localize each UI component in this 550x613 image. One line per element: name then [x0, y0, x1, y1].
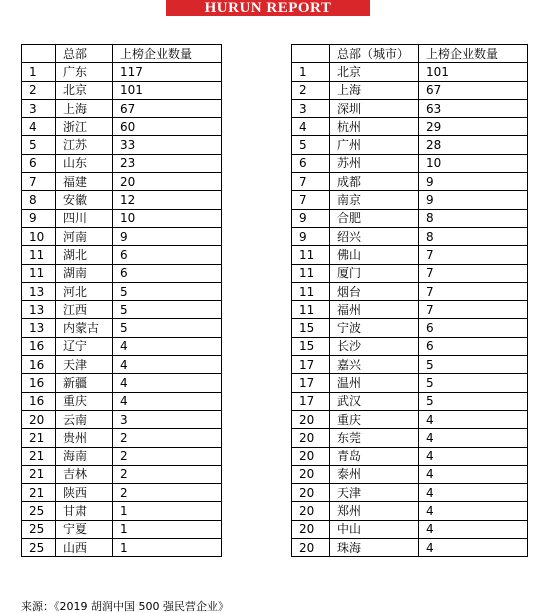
count-cell: 4	[113, 374, 222, 392]
location-cell: 中山	[330, 520, 419, 538]
rank-cell: 20	[292, 465, 330, 483]
count-cell: 20	[113, 173, 222, 191]
table-row	[292, 392, 528, 410]
rank-cell: 11	[292, 246, 330, 264]
location-cell: 贵州	[56, 429, 113, 447]
location-cell: 陕西	[56, 484, 113, 502]
count-cell: 67	[113, 99, 222, 117]
rank-cell: 16	[22, 337, 56, 355]
count-cell: 63	[419, 99, 528, 117]
rank-cell: 20	[292, 484, 330, 502]
location-cell: 珠海	[330, 539, 419, 557]
table-row	[292, 410, 528, 428]
table-row	[22, 374, 222, 392]
province-ranking-table	[21, 44, 222, 557]
rank-cell: 9	[292, 227, 330, 245]
rank-cell: 6	[292, 154, 330, 172]
table-row	[292, 429, 528, 447]
table-row	[292, 502, 528, 520]
source-footnote: 来源：《2019 胡润中国 500 强民营企业》	[21, 600, 229, 613]
count-cell: 7	[419, 301, 528, 319]
table-row	[292, 465, 528, 483]
rank-cell: 20	[292, 539, 330, 557]
count-cell: 9	[113, 227, 222, 245]
column-header: 总部（城市）	[330, 45, 419, 63]
table-row	[22, 484, 222, 502]
count-cell: 4	[419, 465, 528, 483]
count-cell: 101	[113, 81, 222, 99]
table-row	[292, 209, 528, 227]
location-cell: 合肥	[330, 209, 419, 227]
rank-cell: 16	[22, 356, 56, 374]
table-row	[292, 227, 528, 245]
count-cell: 4	[419, 484, 528, 502]
rank-cell: 8	[22, 191, 56, 209]
rank-cell: 5	[292, 136, 330, 154]
table-header-row	[292, 45, 528, 63]
count-cell: 2	[113, 447, 222, 465]
rank-cell: 10	[22, 227, 56, 245]
rank-cell: 20	[292, 447, 330, 465]
location-cell: 天津	[330, 484, 419, 502]
location-cell: 烟台	[330, 282, 419, 300]
location-cell: 北京	[330, 63, 419, 81]
count-cell: 12	[113, 191, 222, 209]
rank-cell: 21	[22, 447, 56, 465]
count-cell: 3	[113, 410, 222, 428]
location-cell: 武汉	[330, 392, 419, 410]
rank-cell: 11	[292, 264, 330, 282]
location-cell: 辽宁	[56, 337, 113, 355]
location-cell: 浙江	[56, 118, 113, 136]
count-cell: 6	[113, 246, 222, 264]
count-cell: 33	[113, 136, 222, 154]
table-row	[292, 63, 528, 81]
location-cell: 长沙	[330, 337, 419, 355]
table-row	[22, 136, 222, 154]
table-row	[292, 539, 528, 557]
location-cell: 上海	[330, 81, 419, 99]
table-row	[292, 246, 528, 264]
count-cell: 4	[419, 410, 528, 428]
count-cell: 2	[113, 484, 222, 502]
count-cell: 5	[113, 301, 222, 319]
rank-cell: 13	[22, 282, 56, 300]
count-cell: 101	[419, 63, 528, 81]
rank-cell: 15	[292, 319, 330, 337]
table-row	[22, 173, 222, 191]
table-row	[292, 484, 528, 502]
location-cell: 苏州	[330, 154, 419, 172]
count-cell: 4	[419, 429, 528, 447]
table-row	[22, 118, 222, 136]
table-row	[22, 63, 222, 81]
rank-cell: 15	[292, 337, 330, 355]
rank-cell: 4	[292, 118, 330, 136]
rank-cell: 9	[292, 209, 330, 227]
location-cell: 温州	[330, 374, 419, 392]
count-cell: 4	[419, 520, 528, 538]
location-cell: 甘肃	[56, 502, 113, 520]
rank-cell: 1	[22, 63, 56, 81]
count-cell: 5	[419, 392, 528, 410]
location-cell: 河南	[56, 227, 113, 245]
location-cell: 江苏	[56, 136, 113, 154]
rank-cell: 20	[292, 520, 330, 538]
count-cell: 5	[113, 282, 222, 300]
location-cell: 嘉兴	[330, 356, 419, 374]
rank-cell: 3	[22, 99, 56, 117]
rank-cell: 20	[22, 410, 56, 428]
table-row	[22, 539, 222, 557]
rank-cell: 21	[22, 484, 56, 502]
rank-cell: 16	[22, 392, 56, 410]
table-row	[22, 154, 222, 172]
rank-cell: 11	[22, 264, 56, 282]
location-cell: 青岛	[330, 447, 419, 465]
rank-cell: 2	[292, 81, 330, 99]
table-row	[292, 118, 528, 136]
count-cell: 6	[113, 264, 222, 282]
rank-cell: 11	[292, 301, 330, 319]
table-row	[22, 81, 222, 99]
count-cell: 117	[113, 63, 222, 81]
count-cell: 4	[113, 337, 222, 355]
location-cell: 广州	[330, 136, 419, 154]
table-row	[292, 356, 528, 374]
rank-cell: 25	[22, 539, 56, 557]
rank-cell: 4	[22, 118, 56, 136]
rank-cell: 2	[22, 81, 56, 99]
count-cell: 7	[419, 264, 528, 282]
rank-cell: 7	[22, 173, 56, 191]
location-cell: 天津	[56, 356, 113, 374]
rank-cell: 20	[292, 410, 330, 428]
rank-cell: 17	[292, 356, 330, 374]
rank-cell: 9	[22, 209, 56, 227]
count-cell: 1	[113, 502, 222, 520]
table-row	[292, 81, 528, 99]
table-row	[22, 319, 222, 337]
table-row	[292, 337, 528, 355]
count-cell: 28	[419, 136, 528, 154]
table-row	[22, 246, 222, 264]
location-cell: 山西	[56, 539, 113, 557]
location-cell: 海南	[56, 447, 113, 465]
table-row	[22, 429, 222, 447]
column-header: 上榜企业数量	[113, 45, 222, 63]
location-cell: 新疆	[56, 374, 113, 392]
table-row	[292, 154, 528, 172]
count-cell: 10	[113, 209, 222, 227]
city-ranking-table	[291, 44, 528, 557]
count-cell: 67	[419, 81, 528, 99]
count-cell: 23	[113, 154, 222, 172]
count-cell: 2	[113, 465, 222, 483]
column-header: 上榜企业数量	[419, 45, 528, 63]
rank-cell: 11	[292, 282, 330, 300]
location-cell: 东莞	[330, 429, 419, 447]
count-cell: 6	[419, 319, 528, 337]
count-cell: 8	[419, 209, 528, 227]
column-header	[292, 45, 330, 63]
location-cell: 重庆	[330, 410, 419, 428]
count-cell: 7	[419, 282, 528, 300]
count-cell: 6	[419, 337, 528, 355]
location-cell: 湖南	[56, 264, 113, 282]
rank-cell: 1	[292, 63, 330, 81]
table-row	[22, 447, 222, 465]
location-cell: 河北	[56, 282, 113, 300]
location-cell: 宁波	[330, 319, 419, 337]
count-cell: 4	[113, 356, 222, 374]
rank-cell: 17	[292, 392, 330, 410]
rank-cell: 21	[22, 465, 56, 483]
table-header-row	[22, 45, 222, 63]
count-cell: 7	[419, 246, 528, 264]
hurun-report-logo: HURUN REPORT	[166, 0, 370, 16]
rank-cell: 17	[292, 374, 330, 392]
count-cell: 5	[419, 356, 528, 374]
count-cell: 1	[113, 539, 222, 557]
table-row	[292, 447, 528, 465]
location-cell: 福州	[330, 301, 419, 319]
location-cell: 厦门	[330, 264, 419, 282]
table-row	[292, 282, 528, 300]
location-cell: 江西	[56, 301, 113, 319]
count-cell: 8	[419, 227, 528, 245]
table-row	[22, 392, 222, 410]
location-cell: 北京	[56, 81, 113, 99]
rank-cell: 20	[292, 429, 330, 447]
location-cell: 安徽	[56, 191, 113, 209]
count-cell: 4	[419, 447, 528, 465]
rank-cell: 20	[292, 502, 330, 520]
rank-cell: 13	[22, 319, 56, 337]
location-cell: 绍兴	[330, 227, 419, 245]
location-cell: 福建	[56, 173, 113, 191]
rank-cell: 11	[22, 246, 56, 264]
count-cell: 4	[419, 502, 528, 520]
table-row	[22, 99, 222, 117]
count-cell: 9	[419, 173, 528, 191]
rank-cell: 7	[292, 191, 330, 209]
table-row	[22, 356, 222, 374]
location-cell: 内蒙古	[56, 319, 113, 337]
count-cell: 9	[419, 191, 528, 209]
table-row	[22, 520, 222, 538]
location-cell: 上海	[56, 99, 113, 117]
location-cell: 吉林	[56, 465, 113, 483]
rank-cell: 7	[292, 173, 330, 191]
rank-cell: 21	[22, 429, 56, 447]
count-cell: 4	[419, 539, 528, 557]
table-row	[292, 173, 528, 191]
count-cell: 5	[419, 374, 528, 392]
location-cell: 深圳	[330, 99, 419, 117]
location-cell: 宁夏	[56, 520, 113, 538]
table-row	[22, 264, 222, 282]
location-cell: 郑州	[330, 502, 419, 520]
table-row	[292, 319, 528, 337]
rank-cell: 13	[22, 301, 56, 319]
count-cell: 2	[113, 429, 222, 447]
count-cell: 5	[113, 319, 222, 337]
table-row	[292, 374, 528, 392]
table-row	[22, 465, 222, 483]
rank-cell: 25	[22, 502, 56, 520]
location-cell: 湖北	[56, 246, 113, 264]
column-header	[22, 45, 56, 63]
location-cell: 泰州	[330, 465, 419, 483]
table-row	[292, 301, 528, 319]
table-row	[22, 410, 222, 428]
count-cell: 10	[419, 154, 528, 172]
rank-cell: 16	[22, 374, 56, 392]
table-row	[22, 191, 222, 209]
table-row	[22, 337, 222, 355]
location-cell: 广东	[56, 63, 113, 81]
table-row	[22, 227, 222, 245]
count-cell: 1	[113, 520, 222, 538]
location-cell: 云南	[56, 410, 113, 428]
table-row	[22, 301, 222, 319]
rank-cell: 5	[22, 136, 56, 154]
table-row	[22, 209, 222, 227]
location-cell: 山东	[56, 154, 113, 172]
table-row	[292, 264, 528, 282]
table-row	[292, 520, 528, 538]
location-cell: 佛山	[330, 246, 419, 264]
count-cell: 4	[113, 392, 222, 410]
rank-cell: 3	[292, 99, 330, 117]
location-cell: 重庆	[56, 392, 113, 410]
location-cell: 四川	[56, 209, 113, 227]
count-cell: 29	[419, 118, 528, 136]
table-row	[292, 136, 528, 154]
rank-cell: 6	[22, 154, 56, 172]
location-cell: 成都	[330, 173, 419, 191]
rank-cell: 25	[22, 520, 56, 538]
table-row	[292, 99, 528, 117]
count-cell: 60	[113, 118, 222, 136]
location-cell: 南京	[330, 191, 419, 209]
column-header: 总部	[56, 45, 113, 63]
table-row	[292, 191, 528, 209]
location-cell: 杭州	[330, 118, 419, 136]
table-row	[22, 502, 222, 520]
table-row	[22, 282, 222, 300]
